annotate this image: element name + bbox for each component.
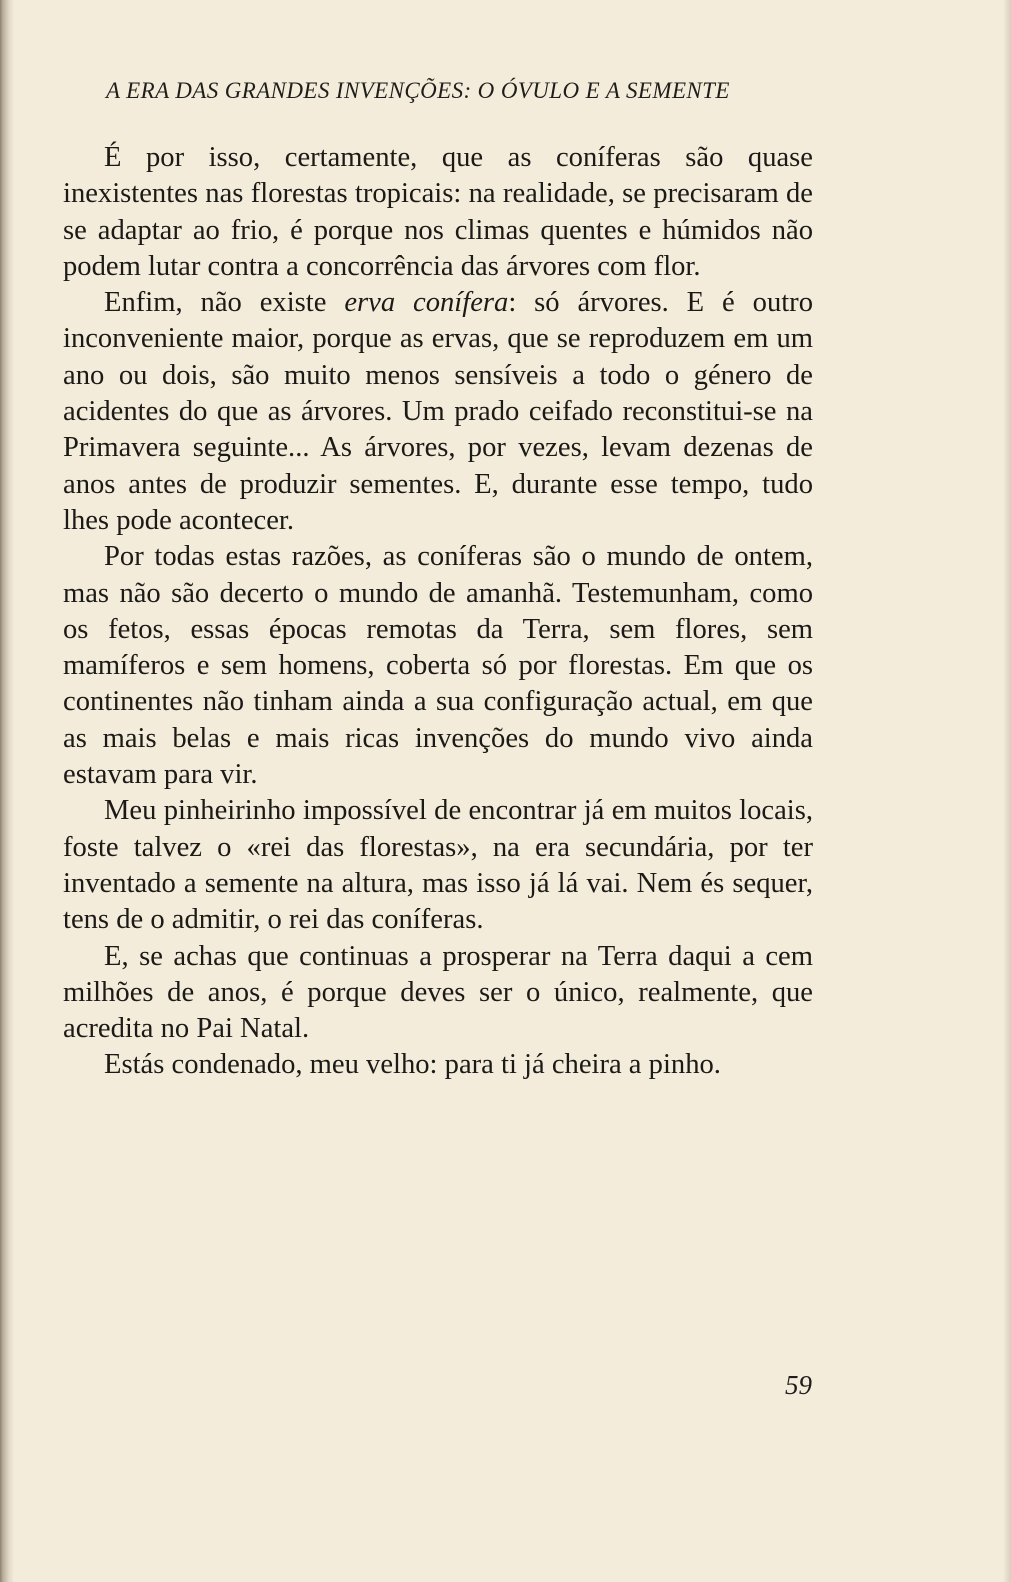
body-text — [63, 140, 813, 1084]
paragraph-text: : só árvores. E é outro inconveniente maior, porque as ervas, que se reproduzem em um ano ou dois, são muito menos sensíveis a todo o género de acidentes do que as árvores. Um prado ceifado reconstitui-se na Primavera seguinte... As árvores, por vezes, levam dezenas de anos antes de produzir sementes. E, durante esse tempo, tudo lhes pode acontecer. — [63, 287, 814, 536]
page-number: 59 — [785, 1370, 812, 1400]
paragraph: É por isso, certamente, que as coníferas são quase inexistentes nas florestas tropicais: na realidade, se precisaram de se adaptar ao frio, é porque nos climas quentes e húmidos não podem lutar contra a concorrência das árvores com flor. — [63, 142, 813, 282]
paragraph: E, se achas que continuas a prosperar na Terra daqui a cem milhões de anos, é porque deves ser o único, realmente, que acredita no Pai Natal. — [63, 940, 813, 1045]
page-edge — [1003, 0, 1011, 1582]
binding-shadow — [0, 0, 14, 1582]
running-head: A ERA DAS GRANDES INVENÇÕES: O ÓVULO E A SEMENTE — [106, 78, 730, 103]
italic-term: erva conífera — [344, 287, 509, 319]
paragraph — [63, 285, 813, 539]
paragraph: Estás condenado, meu velho: para ti já cheira a pinho. — [104, 1049, 721, 1081]
paragraph: Por todas estas razões, as coníferas são o mundo de ontem, mas não são decerto o mundo de amanhã. Testemunham, como os fetos, essas épocas remotas da Terra, sem flores, sem mamíferos e sem homens, coberta só por florestas. Em que os continentes não tinham ainda a sua configuração actual, em que as mais belas e mais ricas invenções do mundo vivo ainda estavam para vir. — [63, 541, 813, 791]
paragraph: Meu pinheirinho impossível de encontrar já em muitos locais, foste talvez o «rei das florestas», na era secundária, por ter inventado a semente na altura, mas isso já lá vai. Nem és sequer, tens de o admitir, o rei das coníferas. — [63, 795, 813, 936]
paragraph-text: Enfim, não existe — [104, 287, 345, 319]
